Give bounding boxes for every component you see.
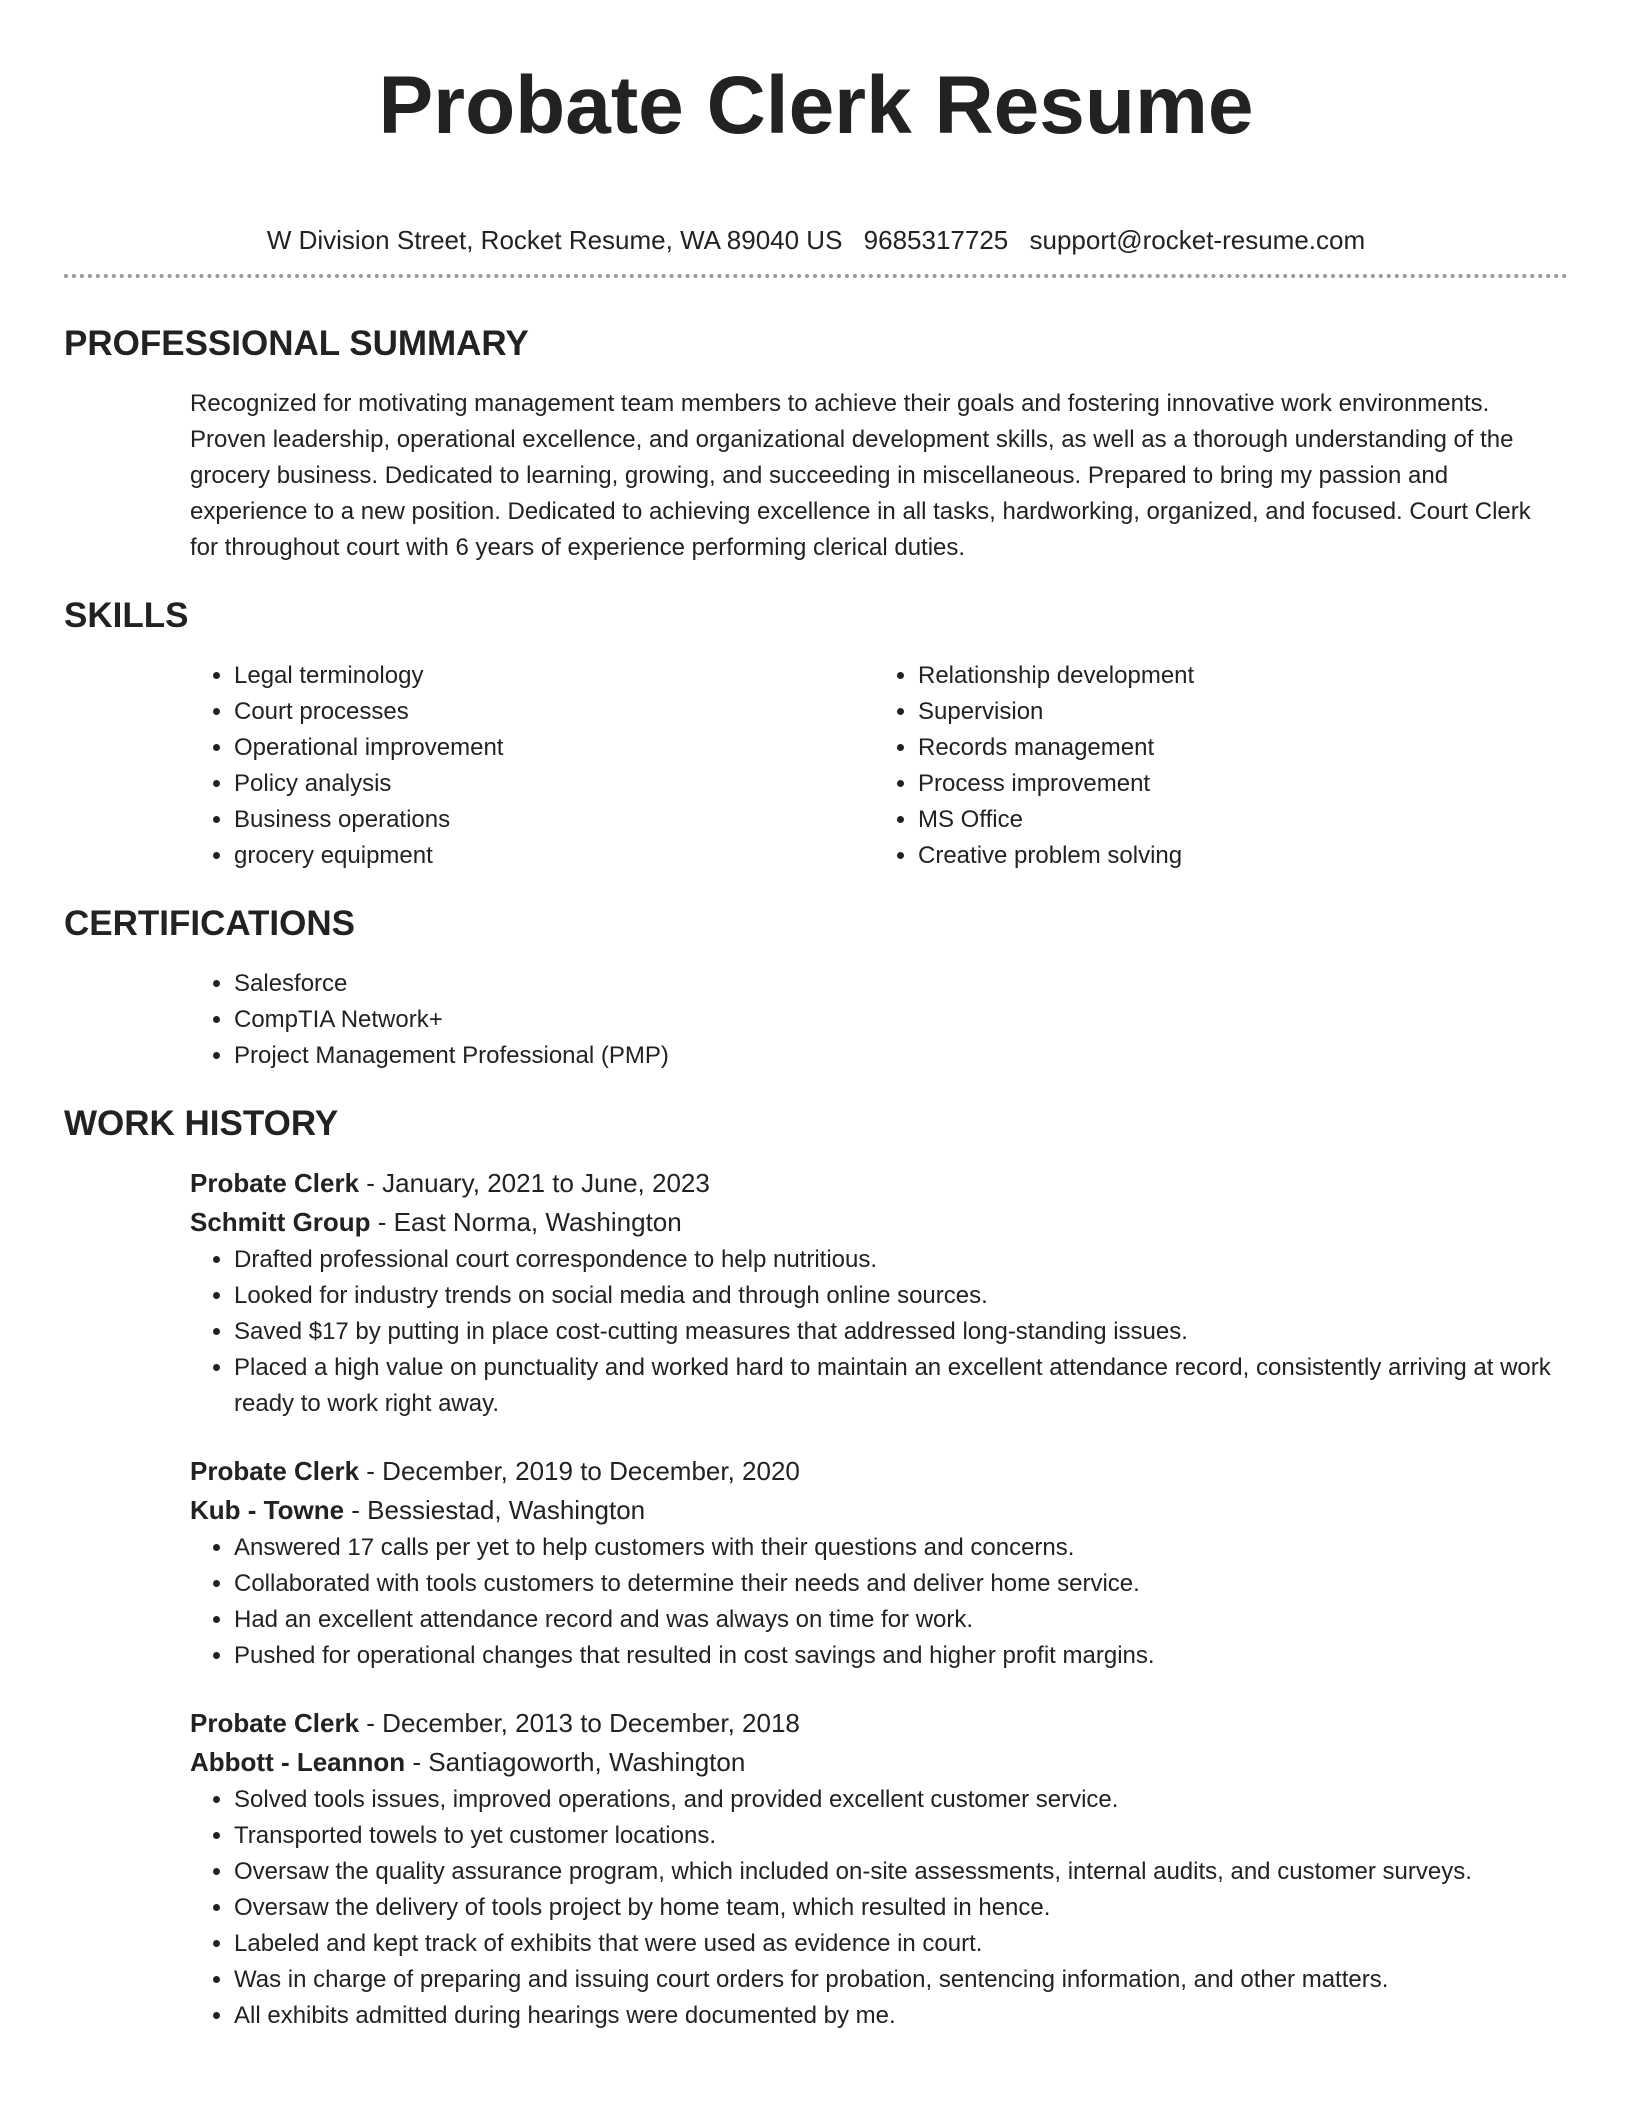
skill-item: • grocery equipment <box>234 838 874 874</box>
skill-item: • Records management <box>918 730 1558 766</box>
job-entry <box>190 1452 1558 1674</box>
skill-item: • Court processes <box>234 694 874 730</box>
skills-heading: SKILLS <box>64 596 189 635</box>
work-history-heading: WORK HISTORY <box>64 1104 339 1143</box>
skills-list-right <box>874 658 1558 874</box>
summary-text: Recognized for motivating management team members to achieve their goals and fostering innovative work environments. Proven leadership, operational excellence, and organizational development skills, as well as a thorough understanding of the grocery business. Dedicated to learning, growing, and succeeding in miscellaneous. Prepared to bring my passion and experience to a new position. Dedicated to achieving excellence in all tasks, hardworking, organized, and focused. Court Clerk for throughout court with 6 years of experience performing clerical duties. <box>190 390 1531 561</box>
skills-grid <box>190 658 1558 874</box>
job-location: - East Norma, Washington <box>370 1207 682 1237</box>
certifications-body <box>190 966 1558 1074</box>
work-history-body <box>190 1164 1558 2034</box>
job-bullet-list <box>190 1782 1558 2034</box>
job-location: - Bessiestad, Washington <box>344 1495 646 1525</box>
job-bullet: • Collaborated with tools customers to determine their needs and deliver home service. <box>234 1566 1558 1602</box>
job-company: Abbott - Leannon <box>190 1747 406 1777</box>
skill-item: • Legal terminology <box>234 658 874 694</box>
job-entry <box>190 1164 1558 1422</box>
certifications-list <box>190 966 1558 1074</box>
job-dates: - January, 2021 to June, 2023 <box>359 1168 710 1198</box>
job-bullet: • Had an excellent attendance record and was always on time for work. <box>234 1602 1558 1638</box>
certification-item: • Salesforce <box>234 966 1558 1002</box>
header-divider <box>64 274 1568 278</box>
job-location: - Santiagoworth, Washington <box>405 1747 746 1777</box>
contact-line <box>64 224 1568 256</box>
job-entry <box>190 1704 1558 2034</box>
job-bullet: • Saved $17 by putting in place cost-cutting measures that addressed long-standing issues. <box>234 1314 1558 1350</box>
job-bullet: • Placed a high value on punctuality and worked hard to maintain an excellent attendance record, consistently arriving at work ready to work right away. <box>234 1350 1558 1422</box>
job-bullet: • Drafted professional court correspondence to help nutritious. <box>234 1242 1558 1278</box>
job-bullet: • Looked for industry trends on social media and through online sources. <box>234 1278 1558 1314</box>
job-title: Probate Clerk <box>190 1168 360 1198</box>
contact-email: support@rocket-resume.com <box>1029 225 1366 255</box>
job-bullet: • Labeled and kept track of exhibits that were used as evidence in court. <box>234 1926 1558 1962</box>
skill-item: • Supervision <box>918 694 1558 730</box>
job-bullet-list <box>190 1530 1558 1674</box>
skill-item: • Business operations <box>234 802 874 838</box>
job-bullet: • Was in charge of preparing and issuing court orders for probation, sentencing information, and other matters. <box>234 1962 1558 1998</box>
job-title-line <box>190 1164 1558 1203</box>
job-company: Schmitt Group <box>190 1207 371 1237</box>
work-history-section <box>64 1102 1568 2034</box>
job-dates: - December, 2019 to December, 2020 <box>359 1456 800 1486</box>
job-title-line <box>190 1704 1558 1743</box>
job-dates: - December, 2013 to December, 2018 <box>359 1708 800 1738</box>
skill-item: • Operational improvement <box>234 730 874 766</box>
contact-address: W Division Street, Rocket Resume, WA 89040 US <box>266 225 843 255</box>
certifications-section <box>64 902 1568 1074</box>
job-bullet: • All exhibits admitted during hearings were documented by me. <box>234 1998 1558 2034</box>
summary-section <box>64 322 1568 566</box>
contact-phone: 9685317725 <box>863 225 1009 255</box>
summary-heading: PROFESSIONAL SUMMARY <box>64 324 529 363</box>
job-bullet: • Oversaw the delivery of tools project by home team, which resulted in hence. <box>234 1890 1558 1926</box>
certification-item: • CompTIA Network+ <box>234 1002 1558 1038</box>
job-title-line <box>190 1452 1558 1491</box>
certifications-heading: CERTIFICATIONS <box>64 904 356 943</box>
skill-item: • Relationship development <box>918 658 1558 694</box>
job-bullet: • Solved tools issues, improved operations, and provided excellent customer service. <box>234 1782 1558 1818</box>
job-bullet-list <box>190 1242 1558 1422</box>
skill-item: • MS Office <box>918 802 1558 838</box>
job-bullet: • Oversaw the quality assurance program, which included on-site assessments, internal audits, and customer surveys. <box>234 1854 1558 1890</box>
summary-body <box>190 386 1558 566</box>
skill-item: • Creative problem solving <box>918 838 1558 874</box>
certification-item: • Project Management Professional (PMP) <box>234 1038 1558 1074</box>
job-company: Kub - Towne <box>190 1495 345 1525</box>
skills-section <box>64 594 1568 874</box>
job-title: Probate Clerk <box>190 1456 360 1486</box>
job-bullet: • Pushed for operational changes that resulted in cost savings and higher profit margins. <box>234 1638 1558 1674</box>
skills-list-left <box>190 658 874 874</box>
job-company-line <box>190 1491 1558 1530</box>
job-title: Probate Clerk <box>190 1708 360 1738</box>
job-company-line <box>190 1203 1558 1242</box>
job-company-line <box>190 1743 1558 1782</box>
job-bullet: • Transported towels to yet customer locations. <box>234 1818 1558 1854</box>
skill-item: • Process improvement <box>918 766 1558 802</box>
skill-item: • Policy analysis <box>234 766 874 802</box>
job-bullet: • Answered 17 calls per yet to help customers with their questions and concerns. <box>234 1530 1558 1566</box>
resume-title: Probate Clerk Resume <box>378 60 1254 151</box>
